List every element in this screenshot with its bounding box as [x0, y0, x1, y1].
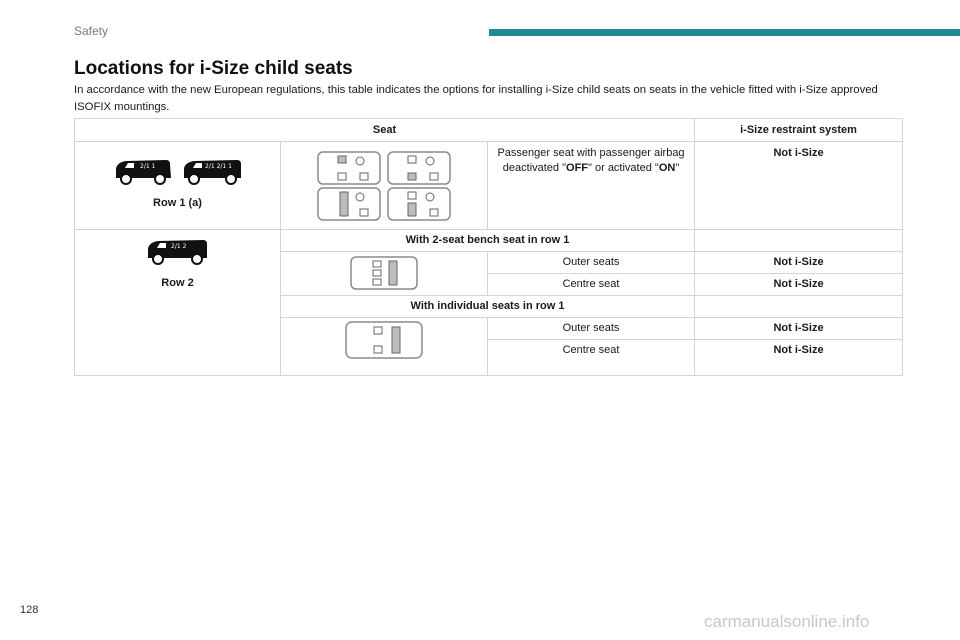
row2-bench-outer-value: Not i-Size: [773, 256, 824, 268]
section-accent-bar: [489, 29, 960, 36]
row2-bench-diagram-cell: [281, 252, 488, 296]
page-title: Locations for i-Size child seats: [74, 58, 353, 79]
row2-indiv-outer-label: Outer seats: [562, 322, 620, 334]
row1-seat-diagrams: [281, 142, 487, 222]
row2-label: Row 2: [161, 277, 194, 289]
van-compact-icon: [112, 158, 174, 186]
row2-indiv-centre-cell: [488, 340, 695, 376]
seat-layout-bench-diagram: [349, 255, 419, 291]
page-number: 128: [20, 604, 39, 616]
row1-system-value: Not i-Size: [773, 147, 824, 159]
row1-system-cell: [695, 142, 903, 230]
row1-van-icons: [75, 142, 280, 189]
row2-indiv-centre-system-cell: [695, 340, 903, 376]
seat-layout-individual-diagram: [344, 320, 424, 360]
row2-bench-centre-label: Centre seat: [562, 278, 620, 290]
row1-desc-off: OFF: [566, 162, 589, 174]
row2-bench-centre-cell: [488, 274, 695, 296]
row2-indiv-outer-cell: [488, 318, 695, 340]
i-size-table: [74, 118, 903, 376]
row2-label-cell: [75, 230, 281, 376]
row2-bench-centre-system-cell: [695, 274, 903, 296]
table-header-row: [75, 119, 903, 142]
van-long-icon: [181, 158, 243, 186]
svg-text:2/1 2: 2/1 2: [170, 243, 186, 250]
row2-indiv-outer-value: Not i-Size: [773, 322, 824, 334]
watermark: carmanualsonline.info: [704, 612, 870, 631]
row1-description: [488, 142, 694, 176]
row1-label: Row 1 (a): [153, 197, 202, 209]
intro-paragraph: In accordance with the new European regulations, this table indicates the options for installing i-Size child seats on seats in the vehicle fitted with i-Size approved ISOFIX mountings.: [74, 84, 878, 113]
van-icon: [145, 238, 211, 266]
row1-description-cell: [488, 142, 695, 230]
row1-desc-on: ON: [658, 162, 676, 174]
row2-bench-heading: With 2-seat bench seat in row 1: [405, 234, 570, 246]
section-title: Safety: [74, 24, 109, 38]
svg-text:2/1 2/1 1: 2/1 2/1 1: [205, 163, 232, 170]
seat-layout-diagram-2: [386, 150, 452, 186]
row2-bench-outer-cell: [488, 252, 695, 274]
column-header-seat: Seat: [75, 119, 695, 142]
row2-indiv-heading: With individual seats in row 1: [410, 300, 565, 312]
row2-indiv-centre-label: Centre seat: [562, 344, 620, 356]
row2-indiv-heading-system-cell: [695, 296, 903, 318]
row1-diagram-cell: [281, 142, 488, 230]
row2-indiv-outer-system-cell: [695, 318, 903, 340]
row2-bench-centre-value: Not i-Size: [773, 278, 824, 290]
seat-layout-diagram-1: [316, 150, 382, 186]
row2-indiv-diagram-cell: [281, 318, 488, 376]
row2-bench-heading-system-cell: [695, 230, 903, 252]
row2-van-icon-wrap: [75, 230, 280, 269]
column-header-system: i-Size restraint system: [695, 119, 903, 142]
table-row-row1: [75, 142, 903, 230]
seat-layout-diagram-3: [316, 186, 382, 222]
seat-layout-diagram-4: [386, 186, 452, 222]
row2-bench-heading-cell: [281, 230, 695, 252]
table-row-row2-bench-heading: [75, 230, 903, 252]
svg-text:2/1 1: 2/1 1: [139, 163, 156, 170]
row2-bench-outer-label: Outer seats: [562, 256, 620, 268]
row1-desc-part3: ": [675, 162, 680, 174]
row1-desc-part1: Passenger seat with passenger airbag deactivated ": [497, 147, 685, 174]
row2-indiv-centre-value: Not i-Size: [773, 344, 824, 356]
row2-bench-outer-system-cell: [695, 252, 903, 274]
row2-indiv-heading-cell: [281, 296, 695, 318]
row1-desc-part2: " or activated ": [588, 162, 659, 174]
row1-label-cell: [75, 142, 281, 230]
